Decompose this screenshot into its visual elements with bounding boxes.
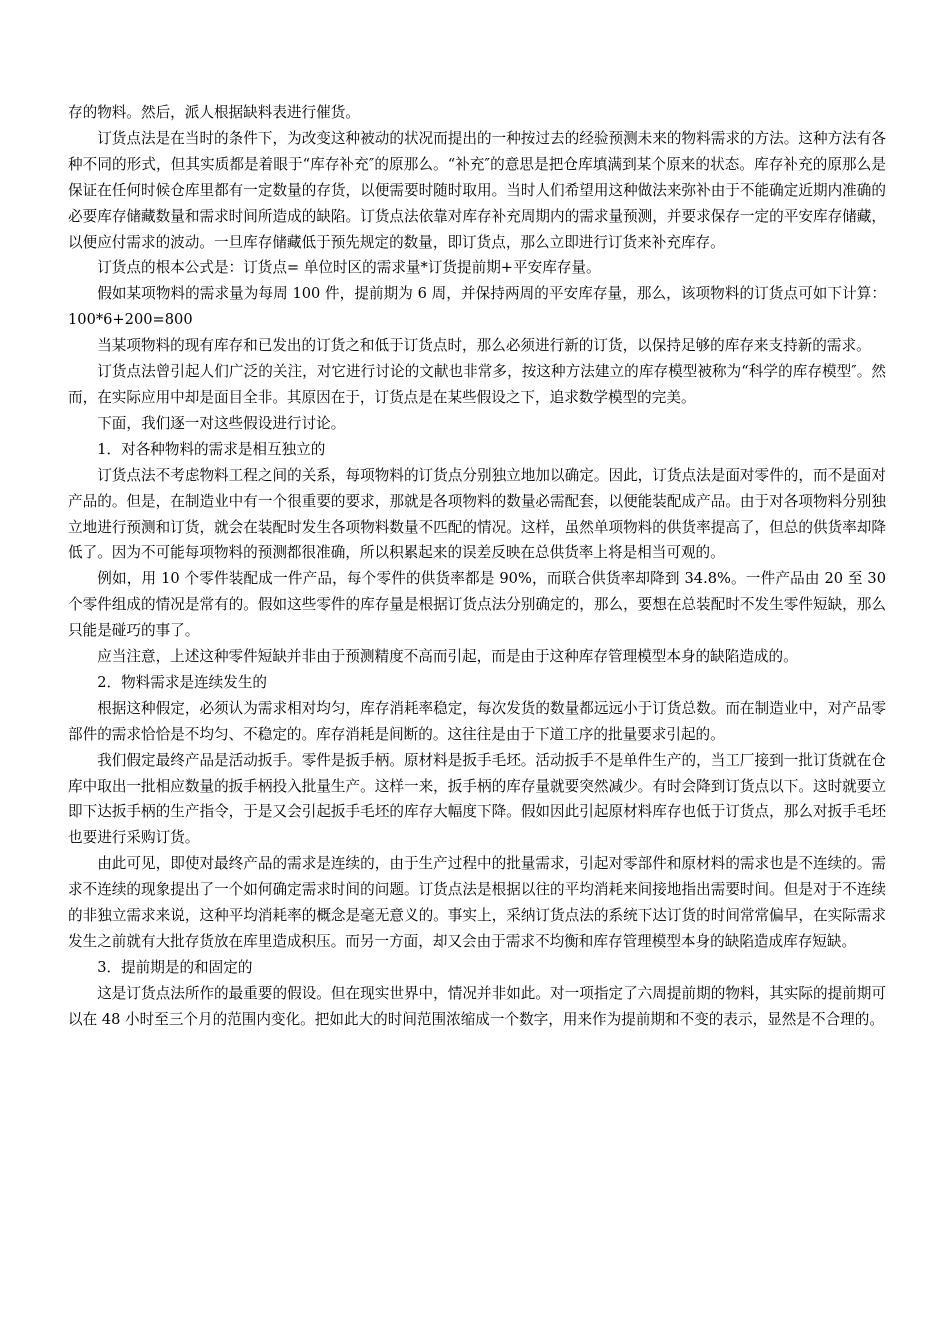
paragraph: 假如某项物料的需求量为每周 100 件，提前期为 6 周，并保持两周的平安库存量，那么，该项物料的订货点可如下计算：100*6+200=800 [68, 285, 886, 329]
paragraph: 这是订货点法所作的最重要的假设。但在现实世界中，情况并非如此。对一项指定了六周提前期的物料，其实际的提前期可以在 48 小时至三个月的范围内变化。把如此大的时间范围浓缩成一个数字，用来作为提前期和不变的表示，显然是不合理的。 [68, 984, 886, 1028]
section-heading: 1．对各种物料的需求是相互独立的 [97, 440, 326, 458]
document-body [68, 100, 886, 1033]
paragraph: 根据这种假定，必须认为需求相对均匀，库存消耗率稳定，每次发货的数量都远远小于订货总数。而在制造业中，对产品零部件的需求恰恰是不均匀、不稳定的。库存消耗是间断的。这往往是由于下道工序的批量要求引起的。 [68, 699, 886, 743]
paragraph: 应当注意，上述这种零件短缺并非由于预测精度不高而引起，而是由于这种库存管理模型本身的缺陷造成的。 [97, 648, 798, 666]
paragraph: 例如，用 10 个零件装配成一件产品，每个零件的供货率都是 90%，而联合供货率却降到 34.8%。一件产品由 20 至 30 个零件组成的情况是常有的。假如这些零件的库存量是根据订货点法分别确定的，那么，要想在总装配时不发生零件短缺，那么只能是碰巧的事了。 [68, 570, 886, 640]
paragraph: 我们假定最终产品是活动扳手。零件是扳手柄。原材料是扳手毛坯。活动扳手不是单件生产的，当工厂接到一批订货就在仓库中取出一批相应数量的扳手柄投入批量生产。这样一来，扳手柄的库存量就要突然减少。有时会降到订货点以下。这时就要立即下达扳手柄的生产指令，于是又会引起扳手毛坯的库存大幅度下降。假如因此引起原材料库存也低于订货点，那么对扳手毛坯也要进行采购订货。 [68, 751, 886, 847]
paragraph: 由此可见，即使对最终产品的需求是连续的，由于生产过程中的批量需求，引起对零部件和原材料的需求也是不连续的。需求不连续的现象提出了一个如何确定需求时间的问题。订货点法是根据以往的平均消耗来间接地指出需要时间。但是对于不连续的非独立需求来说，这种平均消耗率的概念是毫无意义的。事实上，采纳订货点法的系统下达订货的时间常常偏早，在实际需求发生之前就有大批存货放在库里造成积压。而另一方面，却又会由于需求不均衡和库存管理模型本身的缺陷造成库存短缺。 [68, 855, 886, 950]
paragraph: 订货点法曾引起人们广泛的关注，对它进行讨论的文献也非常多，按这种方法建立的库存模型被称为“科学的库存模型″。然而，在实际应用中却是面目全非。其原因在于，订货点是在某些假设之下，追求数学模型的完美。 [68, 363, 886, 406]
paragraph: 下面，我们逐一对这些假设进行讨论。 [97, 414, 346, 432]
paragraph: 订货点法是在当时的条件下，为改变这种被动的状况而提出的一种按过去的经验预测未来的物料需求的方法。这种方法有各种不同的形式，但其实质都是着眼于“库存补充″的原那么。“补充″的意思是把仓库填满到某个原来的状态。库存补充的原那么是保证在任何时候仓库里都有一定数量的存货，以便需要时随时取用。当时人们希望用这种做法来弥补由于不能确定近期内准确的必要库存储藏数量和需求时间所造成的缺陷。订货点法依靠对库存补充周期内的需求量预测，并要求保存一定的平安库存储藏，以便应付需求的波动。一旦库存储藏低于预先规定的数量，即订货点，那么立即进行订货来补充库存。 [68, 129, 886, 251]
section-heading: 2．物料需求是连续发生的 [97, 673, 268, 691]
paragraph: 订货点的根本公式是：订货点= 单位时区的需求量*订货提前期+平安库存量。 [97, 259, 601, 277]
paragraph: 订货点法不考虑物料工程之间的关系，每项物料的订货点分别独立地加以确定。因此，订货点法是面对零件的，而不是面对产品的。但是，在制造业中有一个很重要的要求，那就是各项物料的数量必需配套，以便能装配成产品。由于对各项物料分别独立地进行预测和订货，就会在装配时发生各项物料数量不匹配的情况。这样，虽然单项物料的供货率提高了，但总的供货率却降低了。因为不可能每项物料的预测都很准确，所以积累起来的误差反映在总供货率上将是相当可观的。 [68, 466, 886, 562]
section-heading: 3．提前期是的和固定的 [97, 958, 253, 976]
paragraph: 存的物料。然后，派人根据缺料表进行催货。 [68, 104, 360, 121]
paragraph: 当某项物料的现有库存和已发出的订货之和低于订货点时，那么必须进行新的订货，以保持足够的库存来支持新的需求。 [97, 337, 871, 355]
